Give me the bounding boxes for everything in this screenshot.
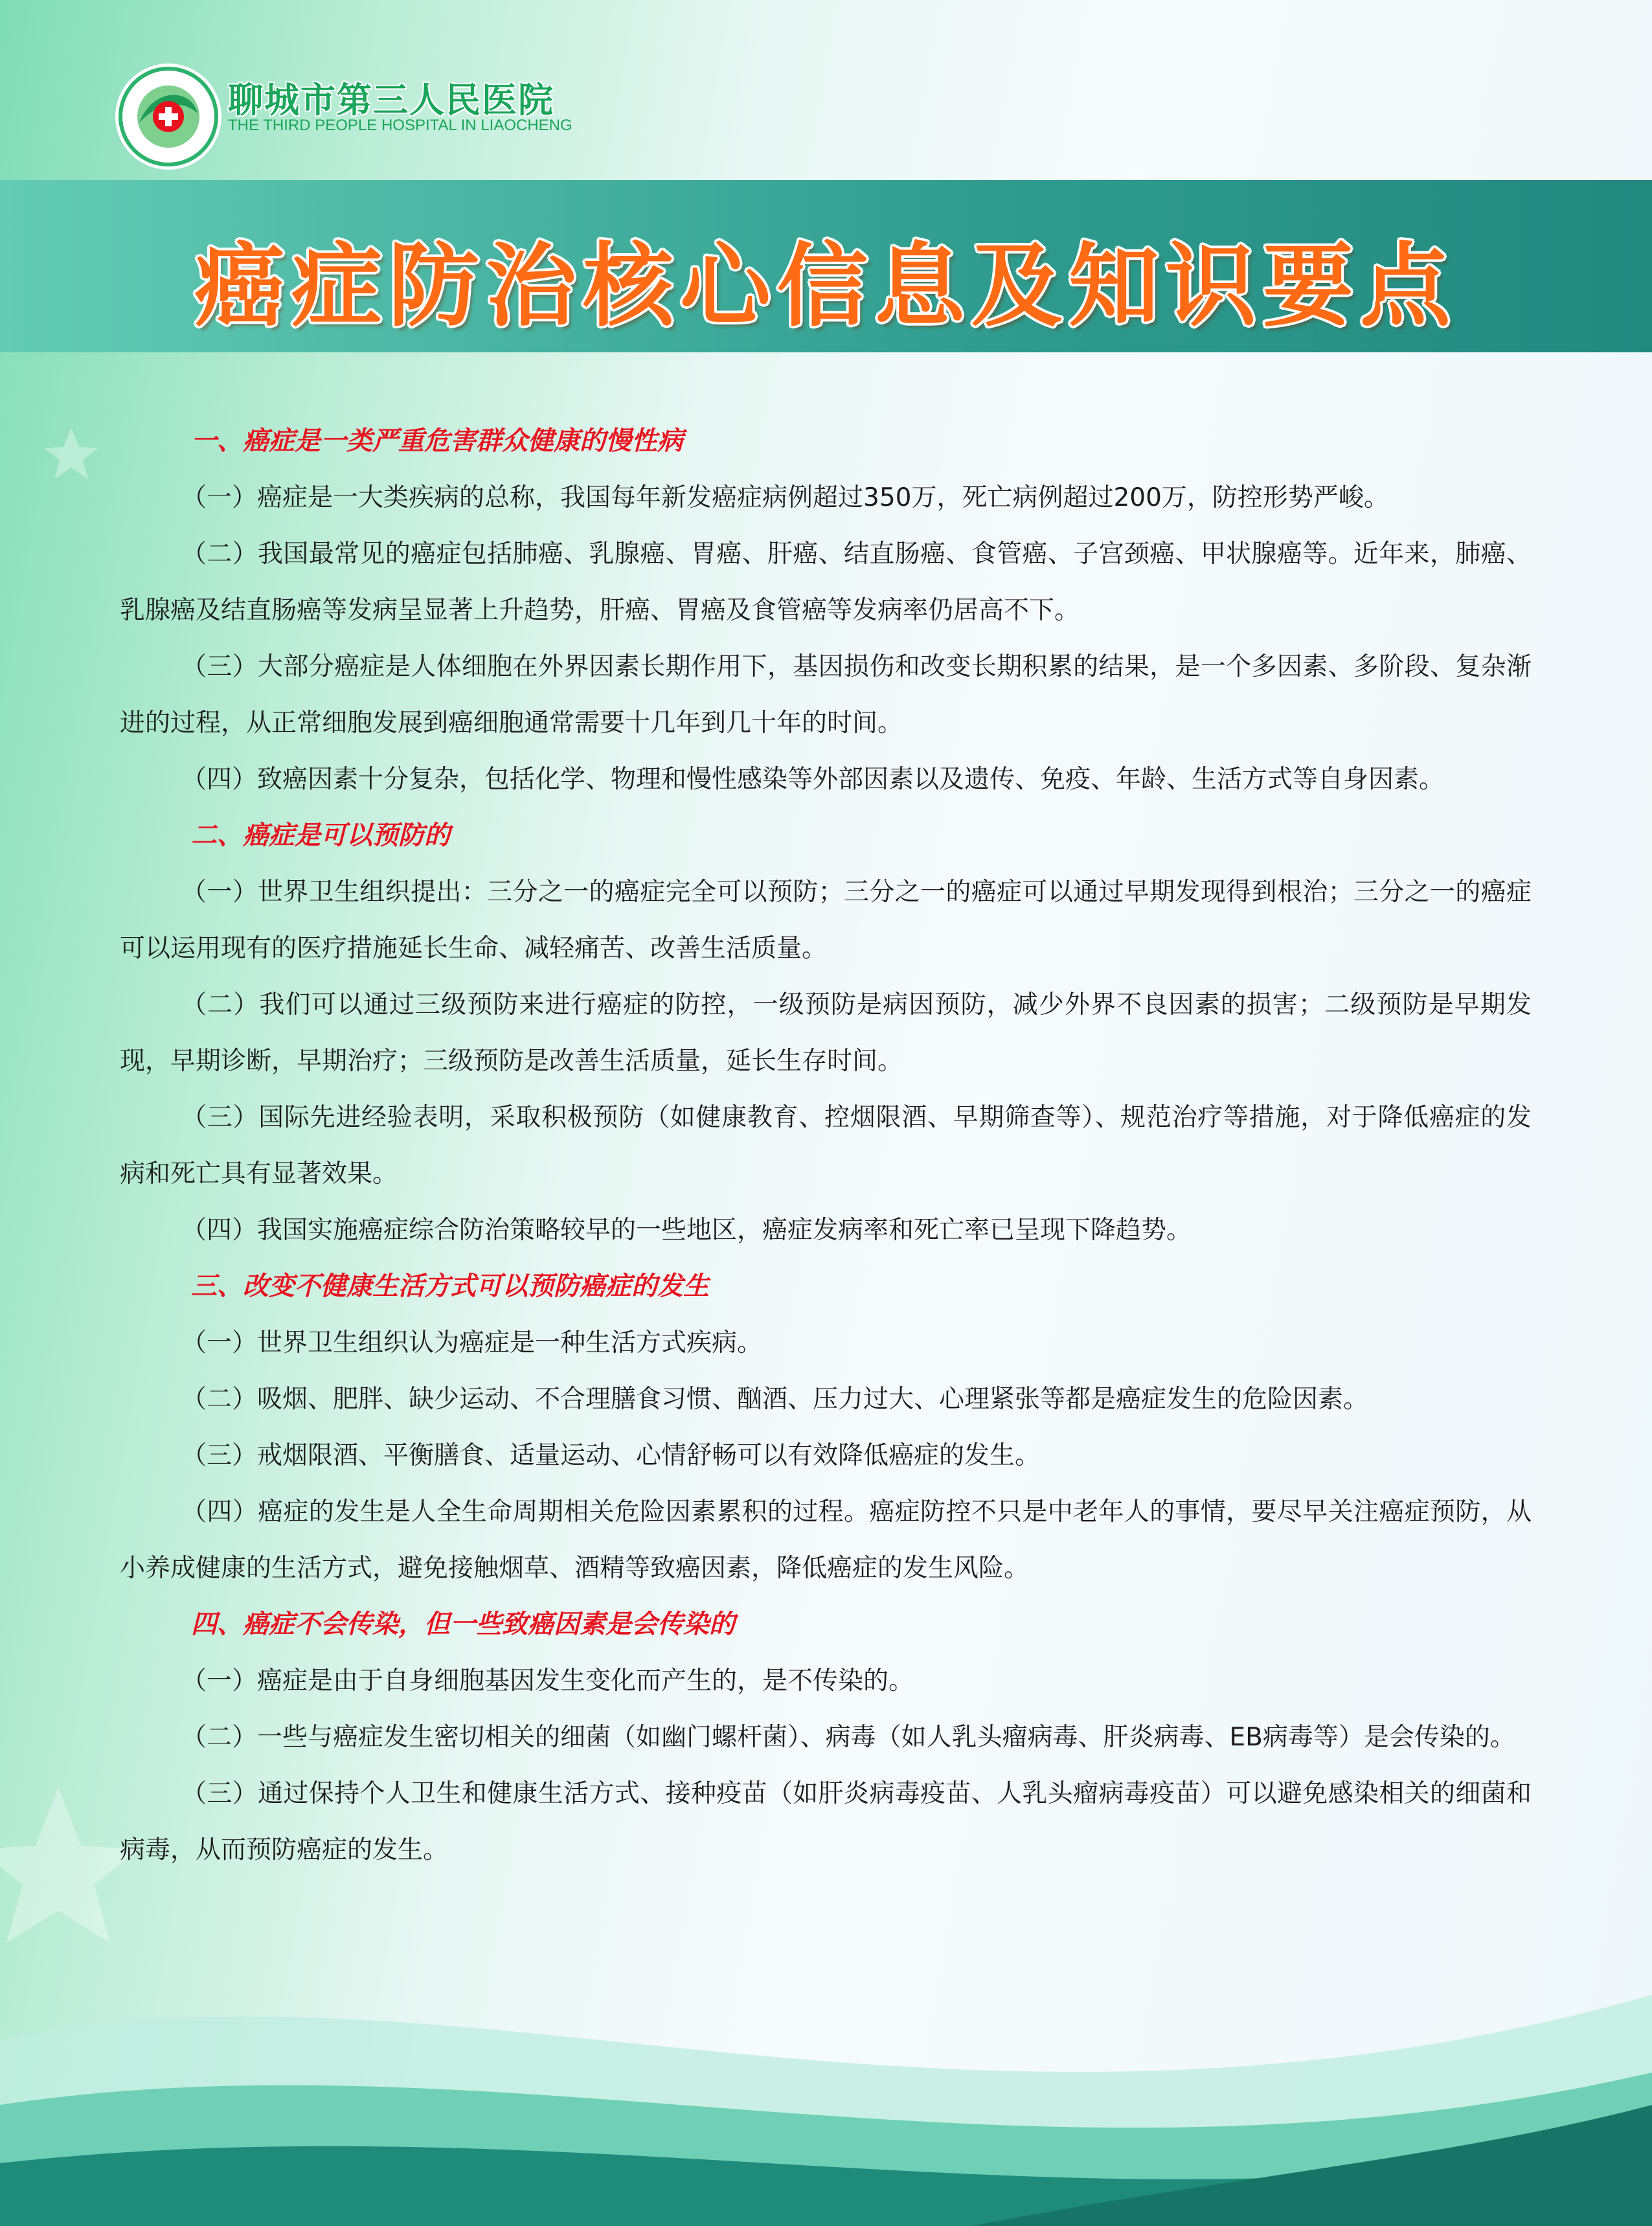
paragraph: （三）大部分癌症是人体细胞在外界因素长期作用下，基因损伤和改变长期积累的结果，是一个多因素、多阶段、复杂渐进的过程，从正常细胞发展到癌细胞通常需要十几年到几十年的时间。 <box>120 652 1532 738</box>
section-2 <box>120 808 1532 1258</box>
paragraph: （四）致癌因素十分复杂，包括化学、物理和慢性感染等外部因素以及遗传、免疫、年龄、生活方式等自身因素。 <box>181 765 1445 794</box>
content <box>120 413 1532 1878</box>
hospital-name-en: THE THIRD PEOPLE HOSPITAL IN LIAOCHENG <box>228 117 572 134</box>
section-title: 一、癌症是一类严重危害群众健康的慢性病 <box>191 426 683 456</box>
section-title: 四、癌症不会传染，但一些致癌因素是会传染的 <box>191 1609 735 1639</box>
section-4 <box>120 1596 1532 1878</box>
paragraph: （一）世界卫生组织提出：三分之一的癌症完全可以预防；三分之一的癌症可以通过早期发现得到根治；三分之一的癌症可以运用现有的医疗措施延长生命、减轻痛苦、改善生活质量。 <box>120 878 1532 963</box>
hospital-name-cn: 聊城市第三人民医院 <box>228 80 554 120</box>
paragraph: （三）通过保持个人卫生和健康生活方式、接种疫苗（如肝炎病毒疫苗、人乳头瘤病毒疫苗）可以避免感染相关的细菌和病毒，从而预防癌症的发生。 <box>120 1779 1532 1865</box>
page-title: 癌症防治核心信息及知识要点 <box>194 234 1457 339</box>
paragraph: （三）国际先进经验表明，采取积极预防（如健康教育、控烟限酒、早期筛查等）、规范治疗等措施，对于降低癌症的发病和死亡具有显著效果。 <box>120 1103 1532 1188</box>
section-3 <box>120 1258 1532 1596</box>
paragraph: （一）癌症是由于自身细胞基因发生变化而产生的，是不传染的。 <box>181 1666 914 1696</box>
paragraph: （四）癌症的发生是人全生命周期相关危险因素累积的过程。癌症防控不只是中老年人的事情，要尽早关注癌症预防，从小养成健康的生活方式，避免接触烟草、酒精等致癌因素，降低癌症的发生风险。 <box>120 1497 1532 1583</box>
paragraph: （二）吸烟、肥胖、缺少运动、不合理膳食习惯、酗酒、压力过大、心理紧张等都是癌症发生的危险因素。 <box>181 1385 1369 1414</box>
paragraph: （二）我们可以通过三级预防来进行癌症的防控，一级预防是病因预防，减少外界不良因素的损害；二级预防是早期发现，早期诊断，早期治疗；三级预防是改善生活质量，延长生存时间。 <box>120 990 1532 1076</box>
paragraph: （三）戒烟限酒、平衡膳食、适量运动、心情舒畅可以有效降低癌症的发生。 <box>181 1441 1041 1470</box>
paragraph: （二）我国最常见的癌症包括肺癌、乳腺癌、胃癌、肝癌、结直肠癌、食管癌、子宫颈癌、甲状腺癌等。近年来，肺癌、乳腺癌及结直肠癌等发病呈显著上升趋势，肝癌、胃癌及食管癌等发病率仍居高不下。 <box>120 539 1532 625</box>
paragraph: （一）癌症是一大类疾病的总称，我国每年新发癌症病例超过350万，死亡病例超过200万，防控形势严峻。 <box>181 483 1389 512</box>
paragraph: （四）我国实施癌症综合防治策略较早的一些地区，癌症发病率和死亡率已呈现下降趋势。 <box>181 1216 1192 1245</box>
section-title: 二、癌症是可以预防的 <box>191 821 450 850</box>
section-title: 三、改变不健康生活方式可以预防癌症的发生 <box>191 1271 709 1301</box>
paragraph: （一）世界卫生组织认为癌症是一种生活方式疾病。 <box>181 1328 763 1357</box>
hospital-logo-icon <box>113 62 223 172</box>
paragraph: （二）一些与癌症发生密切相关的细菌（如幽门螺杆菌）、病毒（如人乳头瘤病毒、肝炎病毒、EB病毒等）是会传染的。 <box>181 1723 1515 1752</box>
section-1 <box>120 413 1532 808</box>
